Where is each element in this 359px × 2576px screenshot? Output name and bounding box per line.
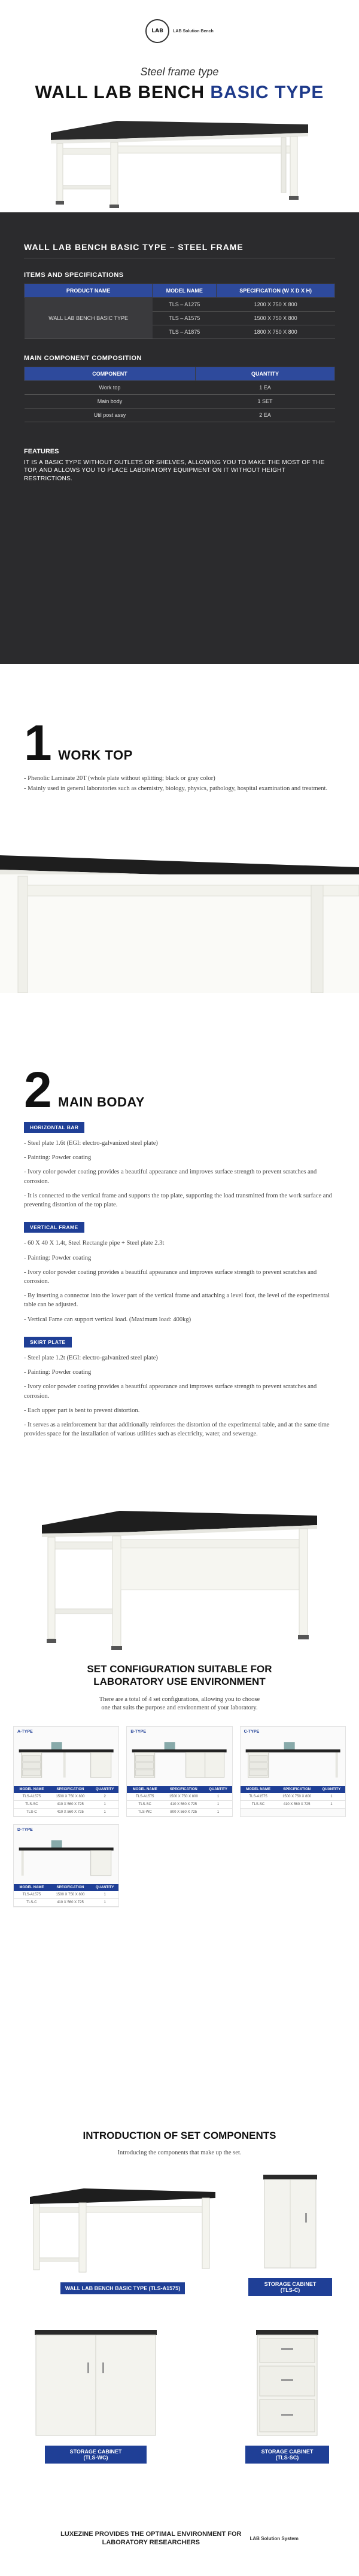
horizontal-line: - Ivory color powder coating provides a beautiful appearance and improves surface strength to prevent scratches and corrosion. [24,1169,317,1185]
mini-cell: TLS-A1575 [127,1793,163,1801]
cabinet-sc-label-line: STORAGE CABINET [261,2449,314,2455]
horizontal-line: - Painting: Powder coating [24,1154,92,1162]
mini-header: QUANTITY [91,1884,118,1891]
mini-cell: 410 X 560 X 725 [50,1898,91,1906]
bench-image [24,2186,221,2276]
spec-cell: 1200 X 750 X 800 [217,298,335,312]
mini-cell: 1500 X 750 X 800 [50,1891,91,1899]
components-description: Introducing the components that make up the set. [117,2150,242,2157]
cabinet-sc-label-line: (TLS-SC) [275,2455,299,2461]
mini-header: QUANTITY [91,1786,118,1793]
type-card-d [13,1824,119,1907]
worktop-line: - Mainly used in general laboratories such as chemistry, biology, physics, pathology, hospital examination and treatment. [24,785,328,792]
table-row [14,1808,118,1816]
mini-cell: TLS-SC [127,1800,163,1808]
mini-cell: TLS-A1575 [241,1793,276,1801]
setconfig-description [0,1696,359,1713]
component-header-name: COMPONENT [25,367,196,381]
table-row [25,298,335,312]
type-b-table [127,1786,232,1816]
footer-line: LABORATORY RESEARCHERS [102,2539,200,2547]
cabinet-wc-image [30,2327,162,2440]
mini-cell: 410 X 560 X 725 [163,1800,204,1808]
vertical-line: - By inserting a connector into the lower part of the vertical frame and attaching a level foot, the level of the experimental table can be adjusted. [24,1292,330,1309]
spec-title: WALL LAB BENCH BASIC TYPE – STEEL FRAME [24,242,335,258]
mini-header: SPECIFICATION [50,1884,91,1891]
mainbody-image [36,1507,323,1651]
cabinet-c-label-line: (TLS-C) [280,2287,300,2293]
type-d-table [14,1884,118,1907]
mini-header: MODEL NAME [14,1786,50,1793]
cabinet-c-label-line: STORAGE CABINET [264,2281,317,2287]
cabinet-sc-label [245,2446,329,2464]
type-card-b [126,1726,232,1817]
bench-label: WALL LAB BENCH BASIC TYPE (TLS-A1575) [60,2282,185,2294]
mini-cell: 1 [91,1808,118,1816]
mini-header: SPECIFICATION [50,1786,91,1793]
table-row [127,1808,232,1816]
logo-mark: LAB [145,19,169,43]
components-title: INTRODUCTION OF SET COMPONENTS [83,2130,276,2141]
component-qty: 1 SET [195,395,334,408]
mini-cell: 1 [91,1891,118,1899]
type-c-image [241,1734,345,1783]
setconfig-title-line: LABORATORY USE ENVIRONMENT [93,1676,266,1688]
mini-cell: 1500 X 750 X 800 [50,1793,91,1801]
mini-cell: TLS-SC [241,1800,276,1808]
spec-cell: 1500 X 750 X 800 [217,312,335,325]
mini-cell: 1 [91,1898,118,1906]
component-qty: 2 EA [195,408,334,422]
setconfig-title-line: SET CONFIGURATION SUITABLE FOR [87,1663,272,1675]
table-row [127,1800,232,1808]
vertical-frame-tag: VERTICAL FRAME [24,1222,84,1233]
mini-cell: 2 [91,1793,118,1801]
component-cabinet-wc [24,2327,168,2464]
mini-header: QUANTITY [204,1786,232,1793]
table-row [25,408,335,422]
mainbody-title: MAIN BODAY [58,1095,145,1109]
component-cabinet-sc [239,2327,335,2464]
hero-subtitle: Steel frame type [140,66,219,78]
component-bench [24,2186,221,2294]
skirt-line: - Steel plate 1.2t (EGI: electro-galvanized steel plate) [24,1354,158,1361]
table-row [241,1793,345,1801]
mini-cell: TLS-WC [127,1808,163,1816]
hero-title [0,83,359,103]
table-row [241,1800,345,1808]
model-cell: TLS – A1575 [153,312,217,325]
skirt-line: - It serves as a reinforcement bar that additionally reinforces the distortion of the experimental table, and at the same time provides space for the installation of various utilities such as electricity, water, and sewerage. [24,1421,330,1438]
component-table [24,367,335,422]
model-cell: TLS – A1275 [153,298,217,312]
cabinet-c-image [257,2171,323,2273]
setconfig-section [0,1663,359,2093]
model-cell: TLS – A1875 [153,325,217,339]
type-d-image [14,1832,118,1881]
vertical-line: - Ivory color powder coating provides a beautiful appearance and improves surface strength to prevent scratches and corrosion. [24,1269,317,1285]
brand-logo [0,19,359,43]
vertical-line: - 60 X 40 X 1.4t, Steel Rectangle pipe + Steel plate 2.3t [24,1240,165,1247]
features-heading: FEATURES [24,448,59,455]
mini-cell: 1500 X 750 X 800 [276,1793,317,1801]
mainbody-section [0,1047,359,1663]
mini-cell: 800 X 560 X 725 [163,1808,204,1816]
horizontal-line: - It is connected to the vertical frame and supports the top plate, supporting the load transmitted from the work surface and preventing distortion of the top plate. [24,1192,332,1209]
cabinet-wc-label [45,2446,147,2464]
type-label: D-TYPE [17,1827,33,1832]
mini-cell: 1 [91,1800,118,1808]
component-name: Main body [25,395,196,408]
mini-cell: 1 [204,1800,232,1808]
type-card-c [240,1726,346,1817]
skirt-plate-description [24,1353,335,1439]
hero-bench-image [45,120,314,209]
mini-header: MODEL NAME [127,1786,163,1793]
components-section [0,2129,359,2518]
horizontal-bar-description [24,1139,335,1209]
component-header-qty: QUANTITY [195,367,334,381]
type-label: C-TYPE [244,1729,260,1734]
mini-cell: 410 X 560 X 725 [50,1800,91,1808]
logo-text: LAB Solution Bench [173,29,214,33]
worktop-line: - Phenolic Laminate 20T (whole plate without splitting; black or gray color) [24,775,215,782]
worktop-title: WORK TOP [58,748,133,763]
type-grid [0,1726,359,1907]
type-card-a [13,1726,119,1817]
component-cabinet-c [245,2171,335,2296]
skirt-line: - Painting: Powder coating [24,1369,92,1376]
mini-header: QUANTITY [318,1786,345,1793]
type-label: A-TYPE [17,1729,33,1734]
mini-cell: TLS-A1575 [14,1891,50,1899]
type-label: B-TYPE [130,1729,146,1734]
mini-cell: TLS-C [14,1808,50,1816]
component-name: Work top [25,381,196,395]
setconfig-title [0,1663,359,1688]
mini-cell: 1 [318,1793,345,1801]
mini-cell: 1 [204,1808,232,1816]
component-heading: MAIN COMPONENT COMPOSITION [24,355,142,362]
mini-cell: TLS-SC [14,1800,50,1808]
type-c-table [241,1786,345,1809]
product-name-cell: WALL LAB BENCH BASIC TYPE [25,298,153,339]
worktop-description [24,774,335,793]
worktop-number: 1 [24,715,52,771]
hero-title-accent: BASIC TYPE [210,83,324,102]
footer-text [60,2530,241,2547]
horizontal-bar-tag: HORIZONTAL BAR [24,1122,84,1133]
table-row [14,1891,118,1899]
features-block [24,447,335,483]
type-a-table [14,1786,118,1816]
horizontal-line: - Steel plate 1.6t (EGI: electro-galvanized steel plate) [24,1140,158,1147]
vertical-line: - Painting: Powder coating [24,1254,92,1261]
type-b-image [127,1734,232,1783]
mini-cell: 1500 X 750 X 800 [163,1793,204,1801]
footer-logo: LAB Solution System [250,2535,299,2541]
mini-header: MODEL NAME [241,1786,276,1793]
type-a-image [14,1734,118,1783]
cabinet-wc-label-line: (TLS-WC) [83,2455,108,2461]
mainbody-number: 2 [24,1062,52,1118]
table-row [14,1793,118,1801]
vertical-line: - Vertical Fame can support vertical load. (Maximum load: 400kg) [24,1316,191,1323]
skirt-plate-tag: SKIRT PLATE [24,1337,72,1348]
worktop-section [0,664,359,1047]
component-qty: 1 EA [195,381,334,395]
mini-cell: 1 [204,1793,232,1801]
footer [0,2530,359,2547]
spec-cell: 1800 X 750 X 800 [217,325,335,339]
mini-header: MODEL NAME [14,1884,50,1891]
skirt-line: - Ivory color powder coating provides a beautiful appearance and improves surface strength to prevent scratches and corrosion. [24,1383,317,1400]
cabinet-sc-image [251,2327,323,2440]
mini-cell: TLS-C [14,1898,50,1906]
items-header-product: PRODUCT NAME [25,284,153,298]
mini-cell: 1 [318,1800,345,1808]
table-row [14,1898,118,1906]
worktop-image [0,843,359,993]
mini-cell: TLS-A1575 [14,1793,50,1801]
setconfig-desc-line: one that suits the purpose and environment of your laboratory. [101,1705,258,1712]
items-header-model: MODEL NAME [153,284,217,298]
features-text: IT IS A BASIC TYPE WITHOUT OUTLETS OR SHELVES, ALLOWING YOU TO MAKE THE MOST OF THE TOP, AND ALLOWS YOU TO PLACE LABORATORY EQUIPMENT ON IT WITHOUT HEIGHT RESTRICTIONS. [24,459,325,482]
table-row [14,1800,118,1808]
component-name: Util post assy [25,408,196,422]
table-row [127,1793,232,1801]
hero-title-main: WALL LAB BENCH [35,83,211,102]
table-row [25,381,335,395]
table-row [25,395,335,408]
mini-cell: 410 X 560 X 725 [276,1800,317,1808]
items-header-spec: SPECIFICATION (W X D X H) [217,284,335,298]
mini-header: SPECIFICATION [163,1786,204,1793]
spec-section [0,212,359,664]
footer-line: LUXEZINE PROVIDES THE OPTIMAL ENVIRONMENT FOR [60,2531,242,2538]
items-table [24,283,335,339]
hero-section [0,0,359,212]
items-heading: ITEMS AND SPECIFICATIONS [24,272,124,279]
mini-header: SPECIFICATION [276,1786,317,1793]
cabinet-c-label [248,2278,332,2296]
cabinet-wc-label-line: STORAGE CABINET [69,2449,122,2455]
vertical-frame-description [24,1239,335,1324]
mini-cell: 410 X 560 X 725 [50,1808,91,1816]
skirt-line: - Each upper part is bent to prevent distortion. [24,1407,140,1414]
setconfig-desc-line: There are a total of 4 set configurations, allowing you to choose [99,1696,260,1703]
